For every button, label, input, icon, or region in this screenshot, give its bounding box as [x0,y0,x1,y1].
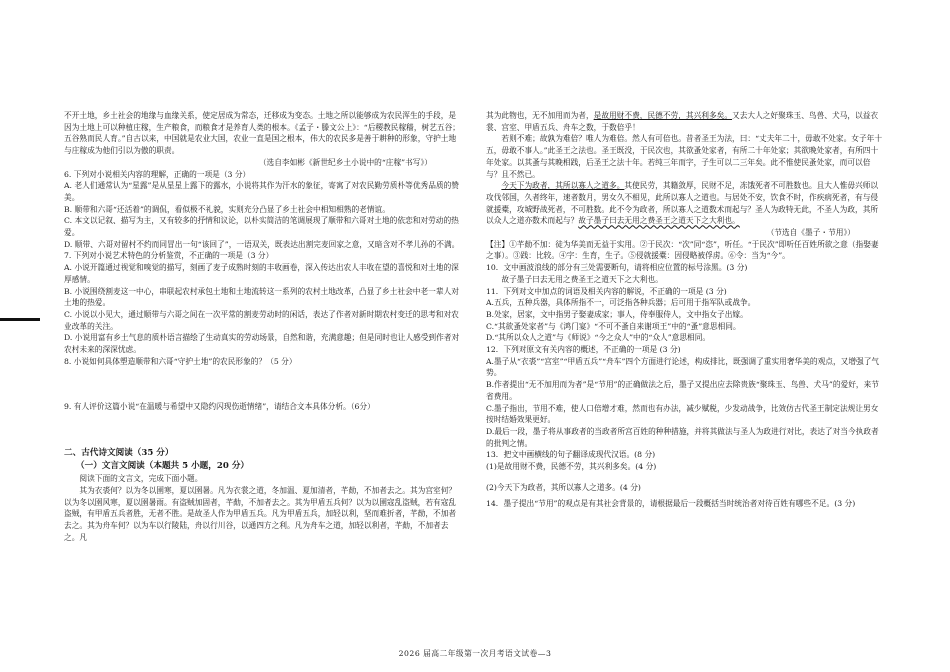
classical-passage-part1: 其为衣裘何？以为冬以圉寒，夏以圉暑。凡为衣裳之道，冬加温、夏加清者，芊𪟝，不加者去之。其为宫室何？以为冬以圉风寒，夏以圉暑雨。有盗贼加固者，芊𪟝，不加者去之。其为甲盾五兵何？以为以圉寇乱盗贼，若有寇乱盗贼，有甲盾五兵者胜，无者不胜。是故圣人作为甲盾五兵。凡为甲盾五兵，加轻以利，坚而难折者，芊𪟝，不加者去之。其为舟车何？以为车以行陵陆，舟以行川谷，以通四方之利。凡为舟车之道，加轻以利者，芊𪟝，不加者去之。凡 [64,485,457,542]
wavy-underlined-sentence: 故子墨子曰去无用之费圣王之道天下之大利也。 [578,216,740,226]
q12-option-a: A.墨子从“衣裘”“宫室”“甲盾五兵”“舟车”四个方面进行论述，构成排比，既强调了重实用奢华美的观点，又增强了气势。 [486,356,880,378]
q7-stem: 7. 下列对小说艺术特色的分析鉴赏，不正确的一项是（3 分） [64,251,274,261]
q7-option-b: B. 小说围绕割麦这一中心，串联起农村承包土地和土地流转这一系列的农村土地改革，凸显了乡土社会中老一辈人对土地的热爱。 [64,286,459,308]
answer-space-q8 [64,367,462,401]
classical-passage-part2: 其为此物也，无不加用而为者，是故用财不费，民德不劳，其兴利多矣。又去大人之好聚珠玉、鸟兽、犬马，以益衣裳、宫室、甲盾五兵、舟车之数，于数倍乎！ [486,111,879,132]
q7-option-c: C. 小说以小见大，通过顺带与六哥之间在一次平常的割麦劳动时的闲话，表达了作者对新时期农村变迁的思考和对农业改革的关注。 [64,309,459,331]
q9: 9. 有人评价这篇小说“在温暖与希望中又隐约闪现伤逝情绪”，请结合文本具体分析。（6分） [64,402,375,412]
q6-option-a: A. 老人们通常认为“星露”是从星星上露下的露水，小说将其作为汗水的象征，寄寓了对农民勤劳质朴等优秀品质的赞美。 [64,181,459,202]
classical-passage-part4: 今天下为政者，其所以寡人之道多。其使民劳，其籍敛厚，民财不足，冻饿死者不可胜数也。且大人惟毋兴师以攻伐邻国，久者终年，速者数月，男女久不相见，此所以寡人之道也。与居处不安，饮食不时，作疾病死者，有与侵就援橐，攻城野战死者，不可胜数。此不令为政者，所以寡人之道数术而起与？圣人为政特无此，不圣人为政，其所以众人之道亦数术而起与？故子墨子曰去无用之费圣王之道天下之大利也。 [486,181,879,226]
margin-bar [0,318,40,321]
left-column [64,110,462,543]
q11-option-b: B.处家，居家，文中指男子娶妻成家；事人，侍奉服侍人，文中指女子出嫁。 [486,309,748,319]
q11-option-a: A.五兵，五种兵器，具体所指不一，可泛指各种兵器；后可用于指军队或战争。 [486,298,756,308]
q12-option-b: B.作者提出“无不加用而为者”是“节用”的正确做法之后，墨子又提出应去除贵族“聚珠玉、鸟兽、犬马”的爱好，来节省费用。 [486,380,879,401]
q7-option-a: A. 小说开篇通过视觉和嗅觉的描写，刻画了麦子成熟时刻的丰收画卷，深入传达出农人丰收在望的喜悦和对土地的深厚感情。 [64,263,459,284]
q13-part2: (2)今天下为政者，其所以寡人之道多。(4 分) [486,482,641,492]
q6-option-d: D. 顺带、六哥对留村不约而同冒出一句“该回了”，一语双关，既表达出割完麦回家之意，又暗含对不孝儿孙的不满。 [64,239,460,249]
q12-stem: 12．下列对原文有关内容的概述，不正确的一项是 (3 分) [486,345,681,355]
answer-space-q9 [64,413,462,447]
q11-stem: 11．下列对文中加点的词语及相关内容的解说，不正确的一项是 (3 分) [486,286,727,296]
q10-text: 故子墨子曰去无用之费圣王之道天下之大利也。 [501,274,663,284]
q8: 8. 小说如何具体塑造顺带和六哥“守护土地”的农民形象的？（5 分） [64,356,297,366]
section-2-1-heading: （一）文言文阅读（本题共 5 小题，20 分） [76,461,250,472]
annotation-note: 【注】①芊𪟝不加：徒为华美而无益于实用。②于民次：“次”同“恣”，听任。“于民次”即听任百姓所欲之意（指娶妻之事）。③践：比较。④字：生育，生子。⑤侵就援橐：因侵略被俘虏。⑥令：当为“今”。 [486,239,879,261]
underlined-sentence-2: 今天下为政者，其所以寡人之道多。 [501,181,625,191]
q11-option-d: D.“其所以众人之道”与《师说》“今之众人”中的“众人”意思相同。 [486,333,711,343]
classical-passage-part3: 若则不难；故孰为难倍？唯人为难倍。然人有可倍也。昔者圣王为法，曰：“丈夫年二十，毋敢不处家。女子年十五，毋敢不事人。”此圣王之法也。圣王既没，于民次也，其欲蚤处家者，有所二十年处家；其欲晚处家者，有所四十年处家。以其蚤与其晚相践，后圣王之法十年。若纯三年而字，子生可以二三年矣。此不惟使民蚤处家，而可以倍与？且不然已。 [486,134,883,179]
section-2-heading: 二、古代诗文阅读（35 分） [64,448,174,459]
q7-option-d: D. 小说用富有乡土气息的质朴语言描绘了生动真实的劳动场景，自然和谐，充满意趣；但是同时也让人感受到作者对农村未来的深深忧虑。 [64,333,460,355]
passage-tail: 不开土地，乡土社会的地缘与血缘关系，使定居成为常态，迁移成为变态。土地之所以能够成为农民浑生的手段，是因为土地上可以种植庄稼，生产粮食，而粮食才是养育人类的根本。《孟子・滕文公上》：“后稷教民稼穑，树艺五谷；五谷熟而民人育。”自古以来，中国就是农业大国，农业一直是国之根本，伟大的农民多是善于耕种的形象，守护土地与庄稼成为他们引以为傲的职责。 [64,111,460,156]
q6-option-c: C. 本文以记叙、描写为主，又有较多的抒情和议论，以朴实简洁的笔调展现了顺带和六哥对土地的依恋和对劳动的热爱。 [64,216,459,238]
passage-source: （选自李如彬《新世纪乡土小说中的“庄稼”书写》） [258,157,432,167]
page-footer: 2026 届高二年级第一次月考语文试卷—3 [398,649,552,658]
answer-space-q13-1 [486,473,885,482]
q13-stem: 13．把文中画横线的句子翻译成现代汉语。(8 分) [486,450,656,460]
reading-instruction: 阅读下面的文言文，完成下面小题。 [79,474,203,484]
classical-source: （节选自《墨子・节用》） [766,228,855,238]
q13-part1: (1)是故用财不费，民德不劳，其兴利多矣。(4 分) [486,462,657,472]
q10-stem: 10．文中画波浪线的部分有三处需要断句，请将相应位置的标号涂黑。(3 分) [486,263,748,273]
q6-stem: 6. 下列对小说相关内容的理解，正确的一项是（3 分） [64,169,251,179]
q14: 14．墨子提出“节用”的观点是有其社会背景的，请根据最后一段概括当时统治者对待百姓有哪些不足。(3 分) [486,498,856,508]
q6-option-b: B. 顺带和六哥“还活着”的调侃，看似极不礼貌，实则充分凸显了乡土社会中相知相熟的老情谊。 [64,204,390,214]
q12-option-d: D.最后一段，墨子将从事政者的当政者所宫百姓的种种措施，并将其做法与圣人为政进行对比，表达了对当今执政者的批判之情。 [486,426,879,448]
q12-option-c: C.墨子指出，节用不难，使人口倍增才难，然而也有办法，减少赋税，少发动战争，比效仿古代圣王制定法规让男女按时结婚效果更好。 [486,403,879,425]
underlined-sentence-1: 是故用财不费，民德不劳，其兴利多矣。 [593,111,733,120]
right-column [486,110,885,509]
q11-option-c: C.“其欲蚤处家者”与《鸿门宴》“不可不蚤自来谢项王”中的“蚤”意思相同。 [486,321,741,331]
